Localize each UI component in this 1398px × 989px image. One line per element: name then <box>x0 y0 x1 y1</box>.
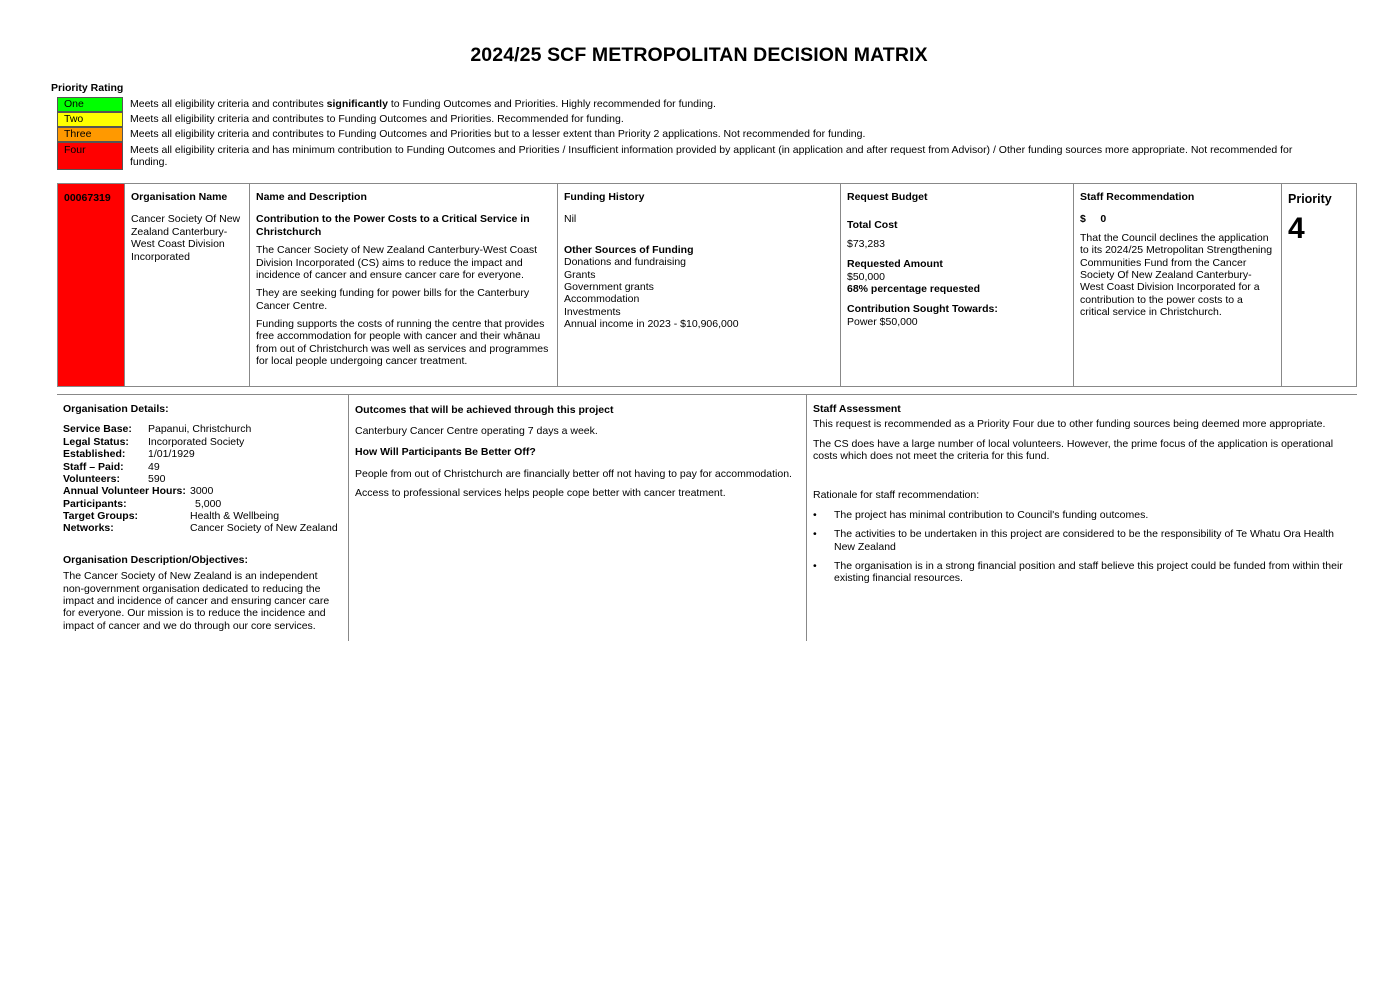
organisation-cell <box>125 184 250 386</box>
percentage-requested: 68% percentage requested <box>847 282 981 295</box>
org-details-header: Organisation Details: <box>63 403 169 415</box>
target-groups: Health & Wellbeing <box>190 510 280 522</box>
priority-rating-heading: Priority Rating <box>51 82 124 94</box>
requested-label: Requested Amount <box>847 258 943 271</box>
established: 1/01/1929 <box>148 448 195 461</box>
objectives-text: The Cancer Society of New Zealand is an independent non-government organisation dedicated to reducing the impact and incidence of cancer and ensuring cancer care for everyone. Our mission is to reduce the incidence and impact of cancer and we do through our core services. <box>63 570 330 632</box>
staff-assessment-section <box>813 403 1353 592</box>
budget-header: Request Budget <box>847 191 928 203</box>
priority-value: 4 <box>1288 211 1305 245</box>
priority-desc-one: Meets all eligibility criteria and contributes significantly to Funding Outcomes and Priorities. Highly recommended for funding. <box>130 98 716 110</box>
volunteer-hours: 3000 <box>190 485 214 498</box>
established-label: Established: <box>63 448 126 461</box>
org-name-header: Organisation Name <box>131 191 228 203</box>
other-source-item: Donations and fundraising <box>564 256 687 269</box>
volunteers: 590 <box>148 472 166 485</box>
page-title: 2024/25 SCF METROPOLITAN DECISION MATRIX <box>470 44 928 66</box>
desc-header: Name and Description <box>256 191 367 203</box>
recommendation-text: That the Council declines the application to its 2024/25 Metropolitan Strengthening Communities Fund from the Cancer Society Of New Zealand Canterbury-West Coast Division Incorporated for a contribution to the power costs to a critical service in Christchurch. <box>1080 231 1273 318</box>
other-sources-header: Other Sources of Funding <box>564 243 694 256</box>
funding-history: Nil <box>564 213 577 226</box>
recommendation-header: Staff Recommendation <box>1080 191 1195 203</box>
rationale-item: • The organisation is in a strong financial position and staff believe this project could be funded from within their existing financial resources. <box>813 560 1353 585</box>
requested-amount: $50,000 <box>847 270 885 283</box>
priority-row-two <box>57 112 123 127</box>
staff-paid-label: Staff – Paid: <box>63 460 124 473</box>
outcomes-header: Outcomes that will be achieved through this project <box>355 404 614 416</box>
networks: Cancer Society of New Zealand <box>190 522 338 535</box>
staff-assessment-header: Staff Assessment <box>813 403 901 415</box>
other-source-item: Accommodation <box>564 293 640 306</box>
assessment-paragraph: This request is recommended as a Priority Four due to other funding sources being deemed more appropriate. <box>813 418 1326 431</box>
other-source-item: Annual income in 2023 - $10,906,000 <box>564 318 739 330</box>
legal-status: Incorporated Society <box>148 435 245 448</box>
volunteer-hours-label: Annual Volunteer Hours: <box>63 485 186 498</box>
target-groups-label: Target Groups: <box>63 510 139 522</box>
service-base-label: Service Base: <box>63 423 132 436</box>
better-off-item: People from out of Christchurch are financially better off not having to pay for accommodation. <box>355 468 792 481</box>
priority-label-one: One <box>57 97 123 112</box>
outcomes-section <box>355 404 803 499</box>
rationale-item: • The activities to be undertaken in this project are considered to be the responsibility of Te Whatu Ora Health New Zealand <box>813 528 1353 553</box>
desc-paragraph: Funding supports the costs of running the centre that provides free accommodation for people with cancer and their whānau from out of Christchurch was well as services and programmes for local people undergoing cancer treatment. <box>256 318 549 368</box>
priority-row-one <box>57 97 123 112</box>
rationale-label: Rationale for staff recommendation: <box>813 488 980 501</box>
total-cost: $73,283 <box>847 237 885 250</box>
better-off-header: How Will Participants Be Better Off? <box>355 445 536 458</box>
participants: 5,000 <box>195 497 222 510</box>
outcome-text: Canterbury Cancer Centre operating 7 days a week. <box>355 425 598 438</box>
funding-history-header: Funding History <box>564 191 645 203</box>
priority-row-three <box>57 127 123 142</box>
funding-cell <box>558 184 841 386</box>
priority-desc-two: Meets all eligibility criteria and contributes to Funding Outcomes and Priorities. Recommended for funding. <box>130 113 624 125</box>
networks-label: Networks: <box>63 522 114 535</box>
recommended-amount: $ 0 <box>1080 213 1107 226</box>
service-base: Papanui, Christchurch <box>148 423 252 436</box>
description-cell <box>250 184 558 386</box>
application-table <box>57 183 1357 387</box>
priority-row-four <box>57 142 123 170</box>
org-details-section <box>63 403 343 632</box>
priority-label-two: Two <box>57 112 123 127</box>
column-divider <box>806 395 807 641</box>
priority-desc-four: Meets all eligibility criteria and has minimum contribution to Funding Outcomes and Priorities / Insufficient information provided by applicant (in application and after request from Advisor) / Other funding sources more appropriate. Not recommended for funding. <box>130 144 1293 169</box>
project-title: Contribution to the Power Costs to a Critical Service in Christchurch <box>256 213 530 238</box>
legal-status-label: Legal Status: <box>63 435 129 448</box>
other-source-item: Grants <box>564 268 596 281</box>
section-divider <box>57 394 1357 395</box>
staff-paid: 49 <box>148 460 160 473</box>
priority-desc-three: Meets all eligibility criteria and contributes to Funding Outcomes and Priorities but to a lesser extent than Priority 2 applications. Not recommended for funding. <box>130 128 866 140</box>
total-cost-label: Total Cost <box>847 219 898 232</box>
objectives-header: Organisation Description/Objectives: <box>63 553 248 566</box>
desc-paragraph: They are seeking funding for power bills for the Canterbury Cancer Centre. <box>256 287 530 312</box>
column-divider <box>348 395 349 641</box>
contribution-value: Power $50,000 <box>847 315 918 328</box>
recommendation-cell <box>1074 184 1282 386</box>
rationale-list <box>813 509 1353 585</box>
application-id: 00067319 <box>58 184 125 386</box>
better-off-item: Access to professional services helps people cope better with cancer treatment. <box>355 486 726 499</box>
other-source-item: Government grants <box>564 280 654 293</box>
participants-label: Participants: <box>63 497 127 510</box>
org-name: Cancer Society Of New Zealand Canterbury-West Coast Division Incorporated <box>131 213 241 263</box>
other-source-item: Investments <box>564 305 621 318</box>
desc-paragraph: The Cancer Society of New Zealand Canterbury-West Coast Division Incorporated (CS) aims to reduce the impact and incidence of cancer and ensure cancer care for everyone. <box>256 244 538 281</box>
rationale-item: • The project has minimal contribution to Council's funding outcomes. <box>813 509 1353 521</box>
priority-label-three: Three <box>57 127 123 142</box>
priority-header: Priority <box>1288 192 1332 206</box>
budget-cell <box>841 184 1074 386</box>
priority-label-four: Four <box>57 142 123 170</box>
contribution-label: Contribution Sought Towards: <box>847 303 998 316</box>
volunteers-label: Volunteers: <box>63 472 120 485</box>
priority-cell <box>1282 184 1356 386</box>
assessment-paragraph: The CS does have a large number of local volunteers. However, the prime focus of the application is operational costs which does not meet the criteria for this fund. <box>813 437 1334 463</box>
